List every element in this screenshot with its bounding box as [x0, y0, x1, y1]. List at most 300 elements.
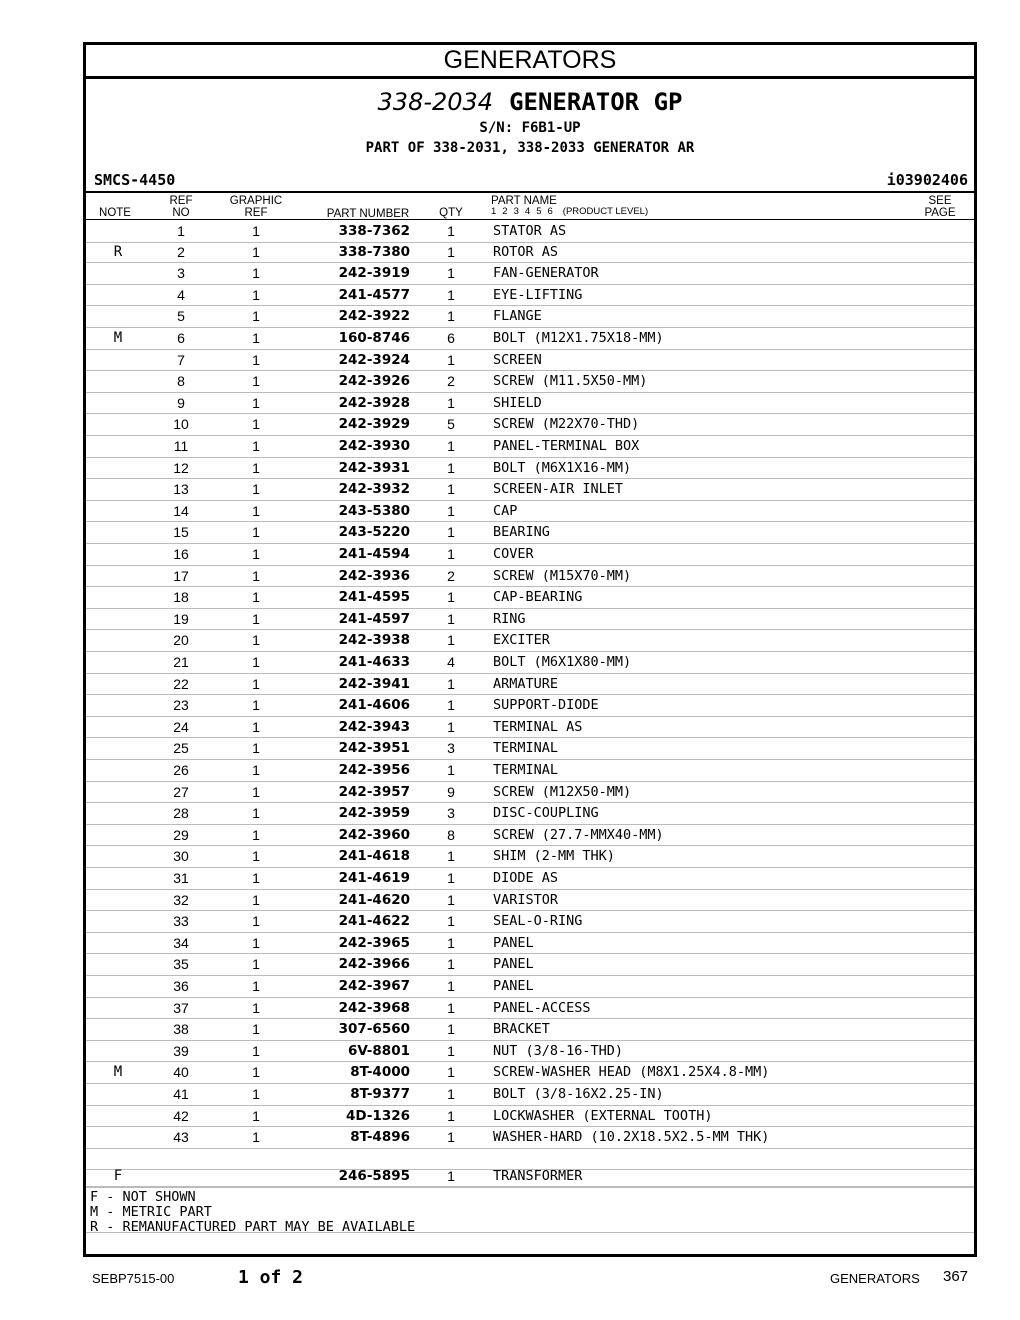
row-part-name: RING — [493, 610, 526, 627]
table-row — [86, 781, 974, 804]
row-part-number: 241-4577 — [338, 286, 410, 303]
notes-bottom-divider — [86, 1232, 974, 1233]
col-qty: QTY — [439, 207, 463, 219]
row-part-number: 241-4633 — [338, 654, 410, 670]
footer-doc-id: SEBP7515-00 — [92, 1271, 175, 1286]
row-ref-no: 43 — [173, 1129, 189, 1146]
row-part-name: VARISTOR — [493, 891, 559, 908]
row-qty: 1 — [447, 1042, 455, 1059]
row-ref-no: 40 — [173, 1064, 189, 1081]
row-graphic-ref: 1 — [252, 632, 260, 649]
table-row — [86, 694, 974, 717]
row-ref-no: 35 — [173, 956, 189, 973]
row-qty: 1 — [447, 546, 455, 562]
row-qty: 1 — [447, 891, 455, 908]
group-title — [86, 88, 974, 116]
table-row — [86, 349, 974, 372]
table-row — [86, 932, 974, 955]
row-part-number: 243-5220 — [338, 524, 410, 541]
row-graphic-ref: 1 — [252, 1021, 260, 1038]
row-graphic-ref: 1 — [252, 697, 260, 714]
row-qty: 1 — [447, 351, 455, 368]
row-ref-no: 4 — [177, 286, 185, 303]
row-graphic-ref: 1 — [252, 351, 260, 368]
row-part-name: LOCKWASHER (EXTERNAL TOOTH) — [493, 1107, 713, 1124]
row-qty: 6 — [447, 330, 455, 346]
row-qty: 4 — [447, 654, 455, 670]
row-ref-no: 18 — [173, 589, 189, 606]
row-qty: 1 — [447, 265, 455, 282]
row-ref-no: 13 — [173, 481, 189, 498]
row-part-number: 8T-4000 — [350, 1064, 410, 1081]
row-graphic-ref: 1 — [252, 891, 260, 908]
row-graphic-ref: 1 — [252, 654, 260, 670]
row-graphic-ref: 1 — [252, 243, 260, 260]
table-row — [86, 845, 974, 868]
table-row — [86, 629, 974, 652]
row-qty: 1 — [447, 1021, 455, 1038]
row-ref-no: 37 — [173, 999, 189, 1016]
row-part-name: SCREEN-AIR INLET — [493, 481, 624, 498]
row-part-name: FAN-GENERATOR — [493, 265, 599, 282]
col-see-top: SEE — [928, 195, 952, 207]
table-row — [86, 543, 974, 566]
row-part-name: TERMINAL — [493, 740, 559, 757]
row-graphic-ref: 1 — [252, 870, 260, 886]
row-qty: 1 — [447, 762, 455, 778]
table-row — [86, 305, 974, 328]
row-part-name: SEAL-O-RING — [493, 913, 583, 930]
col-graphic-bottom: REF — [244, 207, 268, 219]
row-ref-no: 24 — [173, 718, 189, 735]
row-qty: 1 — [447, 459, 455, 476]
group-name: GENERATOR GP — [509, 88, 683, 116]
row-graphic-ref: 1 — [252, 524, 260, 541]
row-ref-no: 22 — [173, 675, 189, 692]
row-qty: 1 — [447, 1107, 455, 1124]
notes-divider — [86, 1186, 974, 1187]
row-part-name: PANEL-TERMINAL BOX — [493, 438, 640, 454]
row-qty: 1 — [447, 610, 455, 627]
table-row — [86, 1018, 974, 1041]
row-graphic-ref: 1 — [252, 826, 260, 843]
row-part-number: 242-3930 — [338, 438, 410, 454]
row-qty: 5 — [447, 416, 455, 433]
table-row — [86, 327, 974, 350]
row-part-name: SCREW-WASHER HEAD (M8X1.25X4.8-MM) — [493, 1064, 770, 1081]
row-graphic-ref: 1 — [252, 481, 260, 498]
row-ref-no: 19 — [173, 610, 189, 627]
row-part-number: 242-3957 — [338, 783, 410, 800]
row-ref-no: 11 — [173, 438, 189, 454]
row-qty: 1 — [447, 718, 455, 735]
row-graphic-ref: 1 — [252, 223, 260, 239]
table-row — [86, 802, 974, 825]
table-row — [86, 910, 974, 933]
table-row — [86, 262, 974, 285]
col-part-name: PART NAME — [491, 195, 557, 207]
row-ref-no: 15 — [173, 524, 189, 541]
row-part-name: BOLT (M6X1X16-MM) — [493, 459, 632, 476]
row-part-name: SCREW (M11.5X50-MM) — [493, 373, 648, 390]
col-ref-top: REF — [169, 195, 193, 207]
level-5: 5 — [536, 206, 542, 217]
table-row — [86, 651, 974, 674]
row-ref-no: 34 — [173, 934, 189, 951]
table-row — [86, 1165, 974, 1188]
row-part-number: 242-3956 — [338, 762, 410, 778]
row-qty: 1 — [447, 502, 455, 519]
table-row — [86, 1105, 974, 1128]
table-row — [86, 737, 974, 760]
illustration-id: i03902406 — [886, 171, 968, 189]
row-part-name: SCREW (27.7-MMX40-MM) — [493, 826, 664, 843]
row-qty: 3 — [447, 740, 455, 757]
row-part-number: 242-3959 — [338, 805, 410, 822]
row-qty: 9 — [447, 783, 455, 800]
row-part-name: EYE-LIFTING — [493, 286, 583, 303]
row-part-number: 242-3941 — [338, 675, 410, 692]
row-part-number: 242-3968 — [338, 999, 410, 1016]
row-graphic-ref: 1 — [252, 718, 260, 735]
row-graphic-ref: 1 — [252, 394, 260, 411]
header-divider — [86, 191, 974, 193]
row-graphic-ref: 1 — [252, 610, 260, 627]
row-part-number: 242-3966 — [338, 956, 410, 973]
row-part-number: 160-8746 — [338, 330, 410, 346]
table-row — [86, 997, 974, 1020]
row-part-number: 241-4618 — [338, 848, 410, 865]
row-graphic-ref: 1 — [252, 546, 260, 562]
row-ref-no: 28 — [173, 805, 189, 822]
row-qty: 1 — [447, 870, 455, 886]
row-qty: 1 — [447, 481, 455, 498]
col-note: NOTE — [99, 207, 131, 219]
row-qty: 1 — [447, 632, 455, 649]
row-graphic-ref: 1 — [252, 1129, 260, 1146]
row-graphic-ref: 1 — [252, 762, 260, 778]
row-qty: 1 — [447, 697, 455, 714]
level-2: 2 — [502, 206, 508, 217]
row-ref-no: 29 — [173, 826, 189, 843]
col-part-number: PART NUMBER — [326, 208, 410, 220]
row-part-name: PANEL — [493, 934, 534, 951]
table-row — [86, 716, 974, 739]
row-part-name: TERMINAL AS — [493, 718, 583, 735]
row-part-number: 242-3919 — [338, 265, 410, 282]
note-f: F - NOT SHOWN — [90, 1189, 196, 1205]
row-part-number: 242-3967 — [338, 978, 410, 994]
row-part-number: 246-5895 — [338, 1168, 410, 1185]
row-part-name: BOLT (M6X1X80-MM) — [493, 654, 632, 670]
row-part-name: BOLT (3/8-16X2.25-IN) — [493, 1086, 664, 1102]
table-row — [86, 1083, 974, 1106]
table-row — [86, 1126, 974, 1149]
table-row — [86, 284, 974, 307]
row-part-number: 242-3931 — [338, 459, 410, 476]
row-graphic-ref: 1 — [252, 1107, 260, 1124]
row-part-name: BEARING — [493, 524, 550, 541]
row-ref-no: 16 — [173, 546, 189, 562]
serial-number: S/N: F6B1-UP — [479, 120, 581, 136]
part-of-line: PART OF 338-2031, 338-2033 GENERATOR AR — [365, 140, 695, 156]
row-graphic-ref: 1 — [252, 330, 260, 346]
parts-list-frame — [83, 42, 977, 1257]
row-qty: 1 — [447, 243, 455, 260]
row-part-name: DIODE AS — [493, 870, 559, 886]
row-ref-no: 10 — [173, 416, 189, 433]
row-part-number: 241-4594 — [338, 546, 410, 562]
row-qty: 2 — [447, 567, 455, 584]
row-graphic-ref: 1 — [252, 934, 260, 951]
row-part-name: ROTOR AS — [493, 243, 559, 260]
row-ref-no: 27 — [173, 783, 189, 800]
notes-legend — [90, 1190, 415, 1235]
table-row — [86, 413, 974, 436]
row-qty: 1 — [447, 848, 455, 865]
row-graphic-ref: 1 — [252, 416, 260, 433]
row-part-number: 338-7380 — [338, 243, 410, 260]
row-part-number: 242-3960 — [338, 826, 410, 843]
row-part-number: 242-3965 — [338, 934, 410, 951]
level-4: 4 — [524, 206, 531, 217]
row-note: R — [113, 243, 123, 260]
row-graphic-ref: 1 — [252, 1086, 260, 1102]
row-part-name: ARMATURE — [493, 675, 559, 692]
row-ref-no: 32 — [173, 891, 189, 908]
row-qty: 1 — [447, 589, 455, 606]
row-part-name: TRANSFORMER — [493, 1168, 583, 1185]
row-ref-no: 12 — [173, 459, 189, 476]
row-graphic-ref: 1 — [252, 999, 260, 1016]
row-qty: 1 — [447, 934, 455, 951]
row-part-name: SCREW (M12X50-MM) — [493, 783, 632, 800]
row-qty: 1 — [447, 524, 455, 541]
row-part-number: 242-3922 — [338, 308, 410, 325]
row-part-number: 242-3928 — [338, 394, 410, 411]
row-ref-no: 33 — [173, 913, 189, 930]
row-ref-no: 38 — [173, 1021, 189, 1038]
row-qty: 1 — [447, 675, 455, 692]
row-part-number: 242-3951 — [338, 740, 410, 757]
footer-section: GENERATORS — [830, 1271, 920, 1286]
row-qty: 1 — [447, 223, 455, 239]
row-qty: 1 — [447, 1086, 455, 1102]
row-qty: 1 — [447, 438, 455, 454]
row-graphic-ref: 1 — [252, 308, 260, 325]
row-ref-no: 23 — [173, 697, 189, 714]
row-graphic-ref: 1 — [252, 373, 260, 390]
table-row — [86, 953, 974, 976]
row-part-number: 241-4622 — [338, 913, 410, 930]
row-graphic-ref: 1 — [252, 567, 260, 584]
row-part-name: TERMINAL — [493, 762, 559, 778]
row-graphic-ref: 1 — [252, 1042, 260, 1059]
row-qty: 1 — [447, 913, 455, 930]
row-qty: 1 — [447, 956, 455, 973]
row-part-number: 242-3936 — [338, 567, 410, 584]
level-1: 1 — [491, 206, 497, 217]
row-graphic-ref: 1 — [252, 783, 260, 800]
row-ref-no: 42 — [173, 1107, 189, 1124]
row-ref-no: 2 — [177, 243, 185, 260]
row-ref-no: 20 — [173, 632, 189, 649]
row-part-name: NUT (3/8-16-THD) — [493, 1042, 624, 1059]
row-part-number: 338-7362 — [338, 223, 410, 239]
row-graphic-ref: 1 — [252, 286, 260, 303]
row-ref-no: 31 — [173, 870, 189, 886]
table-row — [86, 478, 974, 501]
row-ref-no: 14 — [173, 502, 189, 519]
table-row — [86, 392, 974, 415]
row-ref-no: 1 — [177, 223, 185, 239]
table-row — [86, 521, 974, 544]
row-ref-no: 5 — [177, 308, 185, 325]
col-graphic-top: GRAPHIC — [229, 195, 283, 207]
row-graphic-ref: 1 — [252, 740, 260, 757]
table-row — [86, 824, 974, 847]
table-row — [86, 586, 974, 609]
row-ref-no: 41 — [173, 1086, 189, 1102]
row-qty: 1 — [447, 1064, 455, 1081]
row-part-number: 241-4619 — [338, 870, 410, 886]
row-part-name: CAP — [493, 502, 518, 519]
row-graphic-ref: 1 — [252, 978, 260, 994]
row-part-number: 8T-9377 — [350, 1086, 410, 1102]
row-ref-no: 36 — [173, 978, 189, 994]
row-part-name: PANEL-ACCESS — [493, 999, 591, 1016]
product-levels — [491, 206, 654, 217]
row-ref-no: 8 — [177, 373, 185, 390]
row-part-name: WASHER-HARD (10.2X18.5X2.5-MM THK) — [493, 1129, 770, 1146]
table-row — [86, 673, 974, 696]
row-part-number: 242-3926 — [338, 373, 410, 390]
table-row — [86, 370, 974, 393]
row-ref-no: 9 — [177, 394, 185, 411]
row-part-name: SUPPORT-DIODE — [493, 697, 599, 714]
col-ref-bottom: NO — [172, 207, 190, 219]
col-graphic-ref — [226, 195, 286, 219]
row-graphic-ref: 1 — [252, 848, 260, 865]
level-3: 3 — [513, 206, 519, 217]
row-part-name: COVER — [493, 546, 534, 562]
row-qty: 2 — [447, 373, 455, 390]
section-title: GENERATORS — [86, 45, 974, 79]
row-qty: 3 — [447, 805, 455, 822]
row-part-name: PANEL — [493, 956, 534, 973]
table-row — [86, 608, 974, 631]
row-graphic-ref: 1 — [252, 589, 260, 606]
row-part-number: 242-3938 — [338, 632, 410, 649]
row-part-name: FLANGE — [493, 308, 542, 325]
row-note: M — [113, 330, 123, 346]
row-part-name: SHIELD — [493, 394, 542, 411]
row-part-number: 6V-8801 — [347, 1042, 410, 1059]
row-ref-no: 25 — [173, 740, 189, 757]
row-graphic-ref: 1 — [252, 805, 260, 822]
table-row — [86, 457, 974, 480]
row-qty: 1 — [447, 394, 455, 411]
row-part-name: DISC-COUPLING — [493, 805, 599, 822]
note-m: M - METRIC PART — [90, 1204, 212, 1220]
table-row — [86, 500, 974, 523]
row-ref-no: 17 — [173, 567, 189, 584]
row-part-name: SCREW (M15X70-MM) — [493, 567, 632, 584]
row-note: F — [113, 1168, 123, 1185]
table-row — [86, 435, 974, 458]
table-row — [86, 241, 974, 264]
row-graphic-ref: 1 — [252, 459, 260, 476]
level-6: 6 — [547, 206, 553, 217]
row-part-number: 242-3929 — [338, 416, 410, 433]
footer-page-of: 1 of 2 — [238, 1267, 304, 1288]
row-part-number: 242-3943 — [338, 718, 410, 735]
row-part-number: 242-3932 — [338, 481, 410, 498]
row-ref-no: 30 — [173, 848, 189, 865]
row-ref-no: 7 — [177, 351, 185, 368]
row-part-name: SCREEN — [493, 351, 542, 368]
row-ref-no: 3 — [177, 265, 185, 282]
row-part-number: 241-4597 — [338, 610, 410, 627]
row-note: M — [113, 1064, 123, 1081]
footer-page-number: 367 — [943, 1268, 969, 1285]
row-part-number: 241-4606 — [338, 697, 410, 714]
table-row — [86, 975, 974, 998]
table-row — [86, 1061, 974, 1084]
row-part-name: SHIM (2-MM THK) — [493, 848, 615, 865]
row-part-number: 242-3924 — [338, 351, 410, 368]
row-part-number: 241-4595 — [338, 589, 410, 606]
row-ref-no: 26 — [173, 762, 189, 778]
row-part-name: CAP-BEARING — [493, 589, 583, 606]
row-part-name: BRACKET — [493, 1021, 550, 1038]
col-see-bottom: PAGE — [924, 207, 956, 219]
table-row — [86, 867, 974, 890]
product-level-label: (PRODUCT LEVEL) — [562, 206, 649, 217]
row-graphic-ref: 1 — [252, 502, 260, 519]
row-part-number: 8T-4896 — [350, 1129, 410, 1146]
row-part-name: SCREW (M22X70-THD) — [493, 416, 640, 433]
row-graphic-ref: 1 — [252, 675, 260, 692]
table-row — [86, 759, 974, 782]
table-row — [86, 889, 974, 912]
row-ref-no: 6 — [177, 330, 185, 346]
col-see-page — [918, 195, 962, 219]
note-r: R - REMANUFACTURED PART MAY BE AVAILABLE — [90, 1219, 416, 1235]
row-graphic-ref: 1 — [252, 1064, 260, 1081]
row-qty: 1 — [447, 978, 455, 994]
row-part-name: EXCITER — [493, 632, 550, 649]
row-qty: 1 — [447, 286, 455, 303]
row-ref-no: 21 — [173, 654, 189, 670]
row-qty: 1 — [447, 999, 455, 1016]
row-graphic-ref: 1 — [252, 438, 260, 454]
row-qty: 1 — [447, 1168, 455, 1185]
row-qty: 8 — [447, 826, 455, 843]
row-part-number: 243-5380 — [338, 502, 410, 519]
table-row — [86, 565, 974, 588]
row-part-name: STATOR AS — [493, 223, 567, 239]
table-row — [86, 219, 974, 243]
group-number: 338-2034 — [377, 88, 494, 116]
row-part-number: 307-6560 — [338, 1021, 410, 1038]
row-graphic-ref: 1 — [252, 956, 260, 973]
row-graphic-ref: 1 — [252, 265, 260, 282]
row-ref-no: 39 — [173, 1042, 189, 1059]
row-part-name: BOLT (M12X1.75X18-MM) — [493, 330, 664, 346]
row-qty: 1 — [447, 1129, 455, 1146]
row-part-number: 241-4620 — [338, 891, 410, 908]
